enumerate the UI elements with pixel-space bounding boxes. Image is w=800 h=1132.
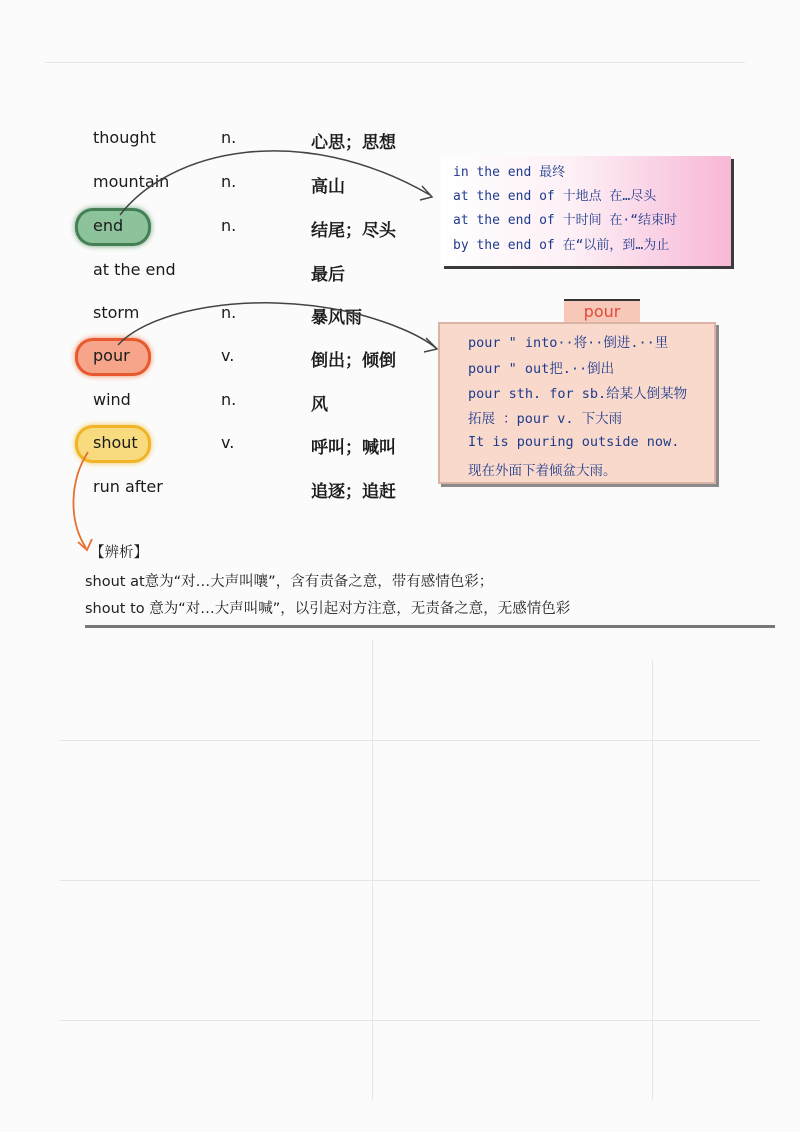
vocab-word: at the end xyxy=(93,260,176,279)
vocab-word: storm xyxy=(93,303,140,322)
vocab-pos: n. xyxy=(221,303,237,322)
vocab-meaning: 高山 xyxy=(311,177,345,197)
vocab-word: thought xyxy=(93,128,156,147)
vocab-pos: n. xyxy=(221,172,237,191)
vocab-meaning: 暴风雨 xyxy=(311,308,362,328)
note-line: pour sth. for sb.给某人倒某物 xyxy=(468,386,688,402)
vocab-word: mountain xyxy=(93,172,170,191)
arrow-end-to-note xyxy=(120,151,430,215)
analysis-heading: 【辨析】 xyxy=(90,545,148,561)
note-tab-pour: pour xyxy=(564,299,640,325)
note-card-end xyxy=(441,156,731,266)
vocab-meaning: 结尾；尽头 xyxy=(311,221,396,241)
analysis-line: shout to 意为“对…大声叫喊”，以引起对方注意，无责备之意，无感情色彩 xyxy=(85,601,571,617)
vocab-meaning: 追逐；追赶 xyxy=(311,482,396,502)
vocab-word: end xyxy=(93,216,124,235)
divider xyxy=(85,625,775,628)
vocab-meaning: 倒出；倾倒 xyxy=(311,351,396,371)
note-line: pour " into··将··倒进.··里 xyxy=(468,335,669,351)
note-line: It is pouring outside now. xyxy=(468,434,680,450)
note-line: in the end 最终 xyxy=(453,165,566,180)
vocab-word: wind xyxy=(93,390,131,409)
vocab-meaning: 最后 xyxy=(311,265,345,285)
analysis-line: shout at意为“对…大声叫嚷”，含有责备之意，带有感情色彩； xyxy=(85,574,494,590)
vocab-word: pour xyxy=(93,346,130,365)
arrow-pour-to-note xyxy=(118,303,436,348)
note-line: at the end of 十地点 在…尽头 xyxy=(453,189,657,204)
note-line: 现在外面下着倾盆大雨。 xyxy=(468,463,617,479)
arrow-shout-to-analysis xyxy=(73,452,88,548)
vocab-meaning: 风 xyxy=(311,395,328,415)
vocab-word: run after xyxy=(93,477,163,496)
vocab-pos: v. xyxy=(221,346,235,365)
note-line: 拓展 ：pour v. 下大雨 xyxy=(468,411,623,427)
vocab-pos: n. xyxy=(221,128,237,147)
vocab-meaning: 心思；思想 xyxy=(311,133,396,153)
vocab-meaning: 呼叫；喊叫 xyxy=(311,438,396,458)
vocab-pos: n. xyxy=(221,390,237,409)
vocab-pos: v. xyxy=(221,433,235,452)
note-line: by the end of 在“以前，到…为止 xyxy=(453,238,670,253)
note-line: pour " out把.··倒出 xyxy=(468,361,615,377)
vocab-word: shout xyxy=(93,433,138,452)
note-line: at the end of 十时间 在·“结束时 xyxy=(453,213,678,228)
vocab-pos: n. xyxy=(221,216,237,235)
note-card-pour xyxy=(438,322,716,484)
